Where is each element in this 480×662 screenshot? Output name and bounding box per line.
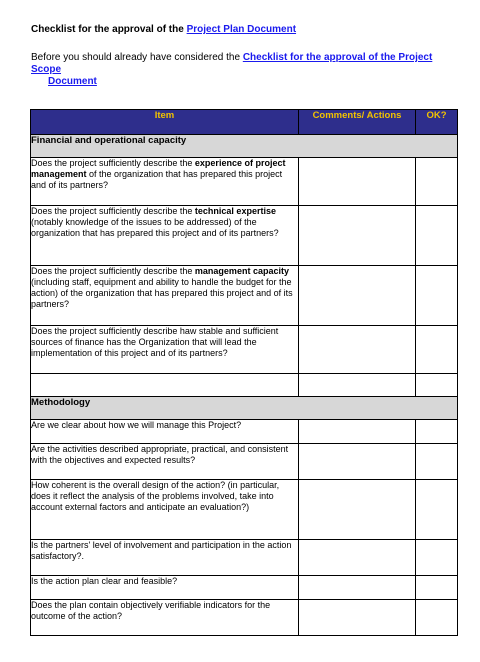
question-emphasis: experience of project management [31,158,286,179]
checklist-row [31,266,458,326]
ok-cell[interactable] [416,540,458,576]
section-row [31,397,458,420]
checklist-row [31,326,458,374]
question-cell [31,540,299,576]
blank-cell [299,374,416,397]
comments-cell[interactable] [299,420,416,444]
link-line-1: Checklist for the approval of the Project Scope [31,52,433,75]
checklist-table [30,109,458,636]
comments-cell[interactable] [299,540,416,576]
question-text: Does the plan contain objectively verifiable indicators for the outcome of the action? [31,600,271,621]
question-text: Does the project sufficiently describe the [31,206,195,216]
question-text: (including staff, equipment and ability to handle the budget for the action) of the organization that has prepared this project and of its partners? [31,277,293,309]
checklist-row [31,420,458,444]
title-prefix: Checklist for the approval of the [31,24,187,35]
section-row [31,135,458,158]
question-cell [31,266,299,326]
comments-cell[interactable] [299,576,416,600]
blank-cell [416,374,458,397]
ok-cell[interactable] [416,158,458,206]
ok-cell[interactable] [416,206,458,266]
question-cell [31,480,299,540]
header-comments: Comments/ Actions [299,110,416,135]
checklist-row [31,540,458,576]
comments-cell[interactable] [299,480,416,540]
checklist-row [31,576,458,600]
comments-cell[interactable] [299,326,416,374]
ok-cell[interactable] [416,326,458,374]
question-text: (notably knowledge of the issues to be addressed) of the organization that has prepared this project and of its partners? [31,217,279,238]
checklist-row [31,480,458,540]
question-cell [31,576,299,600]
comments-cell[interactable] [299,600,416,636]
header-row [31,110,458,135]
checklist-row [31,158,458,206]
intro-paragraph [31,52,461,88]
question-text: Does the project sufficiently describe the [31,158,195,168]
question-cell [31,444,299,480]
comments-cell[interactable] [299,444,416,480]
question-text: Does the project sufficiently describe the [31,266,195,276]
checklist-row [31,600,458,636]
question-emphasis: technical expertise [194,206,276,216]
blank-row [31,374,458,397]
project-plan-link[interactable]: Project Plan Document [186,24,297,35]
question-text: Is the action plan clear and feasible? [31,576,178,586]
ok-cell[interactable] [416,420,458,444]
blank-cell [31,374,299,397]
header-ok: OK? [416,110,458,135]
ok-cell[interactable] [416,480,458,540]
link-line-2: Document [48,76,97,87]
question-cell [31,600,299,636]
header-item: Item [31,110,299,135]
question-text: of the organization that has prepared this project and of its partners? [31,169,283,190]
question-text: Does the project sufficiently describe haw stable and sufficient sources of finance has the Organization that will lead the implementation of this project and of its partners? [31,326,279,358]
question-cell [31,206,299,266]
checklist-row [31,206,458,266]
question-emphasis: management capacity [194,266,289,276]
ok-cell[interactable] [416,266,458,326]
intro-prefix: Before you should already have considered the [31,52,243,63]
comments-cell[interactable] [299,206,416,266]
question-text: Is the partners' level of involvement and participation in the action satisfactory?. [31,540,292,561]
ok-cell[interactable] [416,576,458,600]
ok-cell[interactable] [416,600,458,636]
question-text: Are we clear about how we will manage this Project? [31,420,242,430]
question-cell [31,420,299,444]
question-text: How coherent is the overall design of the action? (in particular, does it reflect the analysis of the problems involved, take into account external factors and anticipate an evaluation?) [31,480,280,512]
ok-cell[interactable] [416,444,458,480]
question-cell [31,158,299,206]
document-title [31,24,296,35]
section-heading: Financial and operational capacity [31,135,458,158]
comments-cell[interactable] [299,266,416,326]
comments-cell[interactable] [299,158,416,206]
question-cell [31,326,299,374]
checklist-row [31,444,458,480]
question-text: Are the activities described appropriate, practical, and consistent with the objectives and expected results? [31,444,289,465]
section-heading: Methodology [31,397,458,420]
